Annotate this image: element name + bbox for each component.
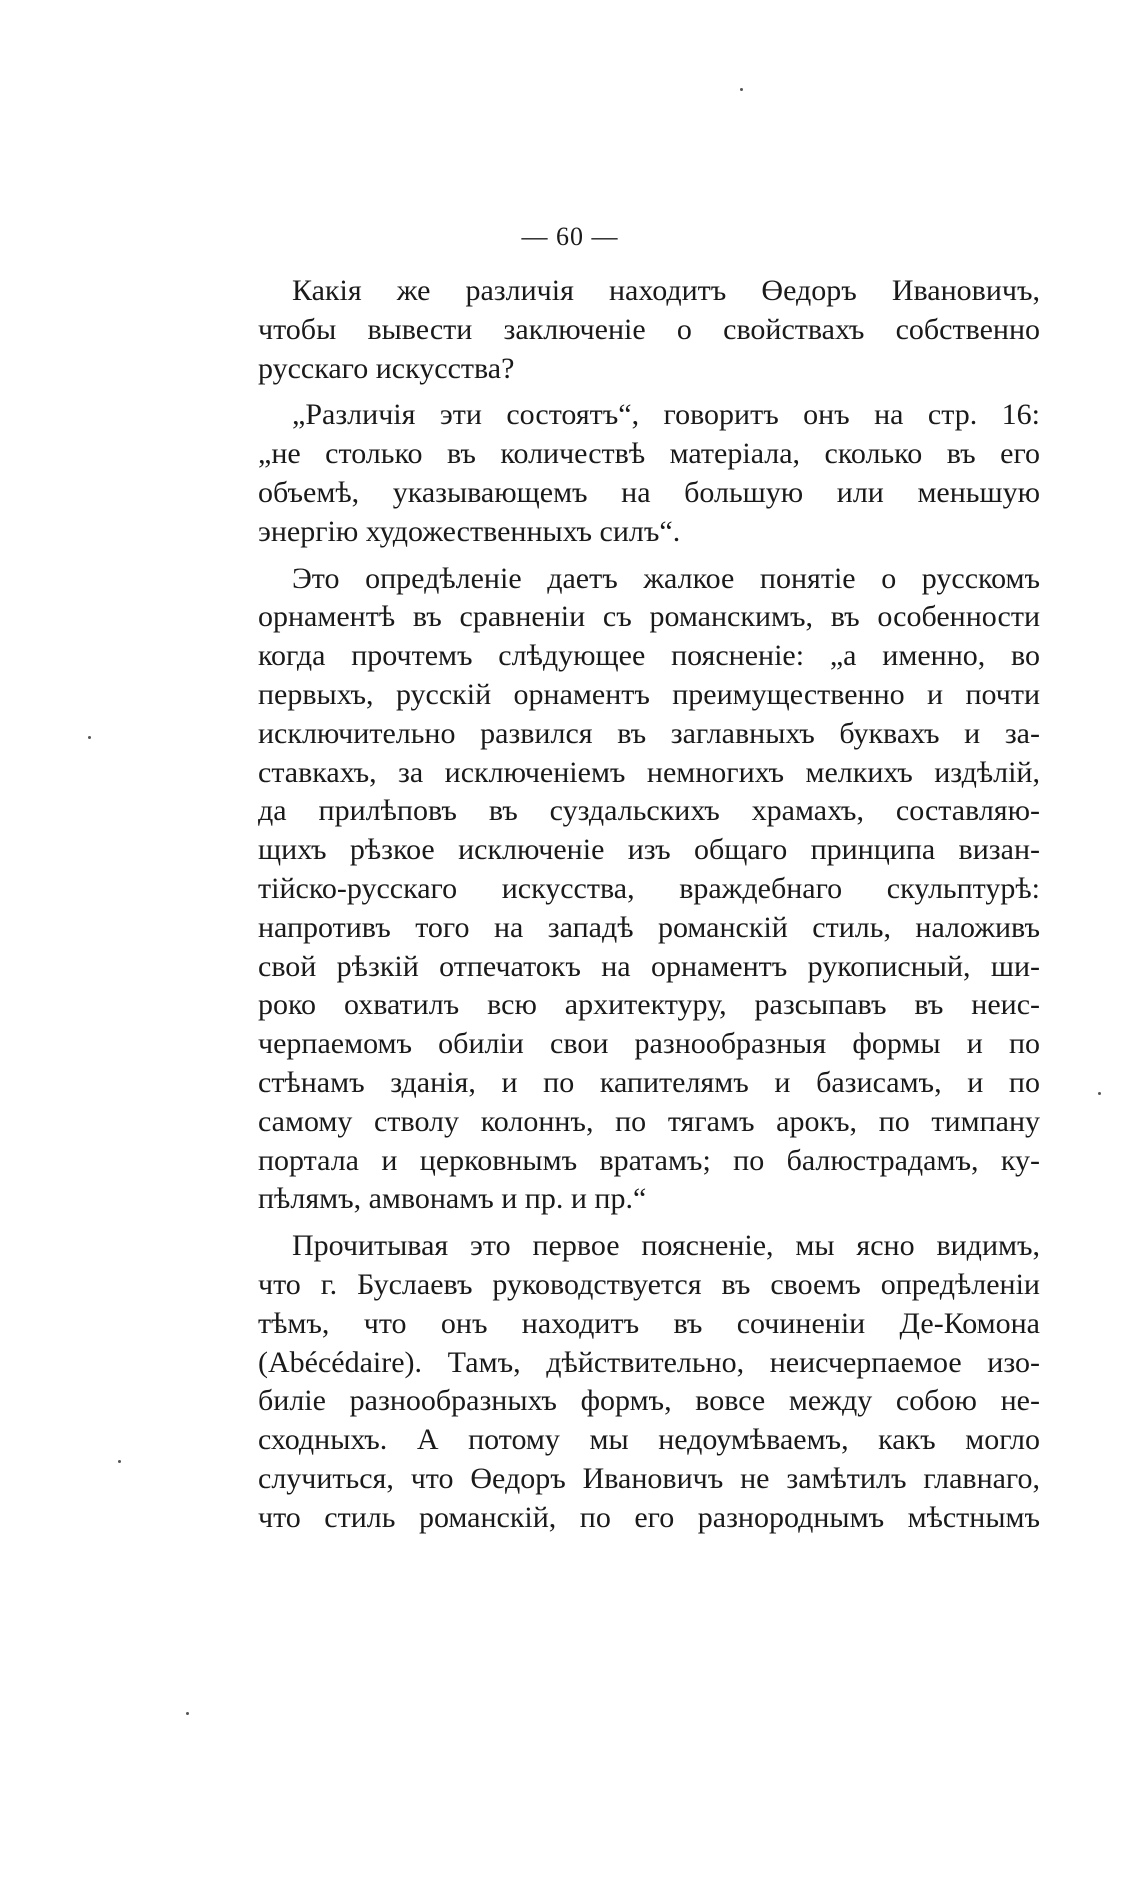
text-line: щихъ рѣзкое исключеніе изъ общаго принципа визан-	[258, 833, 1040, 867]
text-line: биліе разнообразныхъ формъ, вовсе между собою не-	[258, 1384, 1040, 1418]
paragraph	[258, 396, 1040, 551]
scan-speck	[88, 736, 91, 739]
text-line: да прилѣповъ въ суздальскихъ храмахъ, составляю-	[258, 794, 1040, 828]
text-line: ставкахъ, за исключеніемъ немногихъ мелкихъ издѣлій,	[258, 755, 1040, 789]
paragraph	[258, 560, 1040, 1220]
text-line: черпаемомъ обиліи свои разнообразныя формы и по	[258, 1027, 1040, 1061]
text-line: пѣлямъ, амвонамъ и пр. и пр.“	[258, 1182, 647, 1216]
text-line: объемѣ, указывающемъ на большую или меньшую	[258, 475, 1040, 509]
text-line: русскаго искусства?	[258, 351, 515, 385]
text-line: сходныхъ. А потому мы недоумѣваемъ, какъ могло	[258, 1423, 1040, 1457]
text-line: (Abécédaire). Тамъ, дѣйствительно, неисчерпаемое изо-	[258, 1345, 1040, 1379]
text-line: портала и церковнымъ вратамъ; по балюстрадамъ, ку-	[258, 1143, 1040, 1177]
text-line: что г. Буслаевъ руководствуется въ своемъ опредѣленіи	[258, 1267, 1040, 1301]
paragraph	[258, 272, 1040, 388]
scan-speck	[1098, 1092, 1101, 1095]
text-line: свой рѣзкій отпечатокъ на орнаментъ рукописный, ши-	[258, 949, 1040, 983]
text-line: напротивъ того на западѣ романскій стиль, наложивъ	[258, 910, 1040, 944]
text-line: чтобы вывести заключеніе о свойствахъ собственно	[258, 312, 1040, 346]
body-text	[258, 272, 1040, 1538]
text-line: когда прочтемъ слѣдующее поясненіе: „а именно, во	[258, 639, 1040, 673]
paragraph	[258, 1227, 1040, 1537]
text-line: Какія же различія находитъ Өедоръ Ивановичъ,	[292, 274, 1040, 307]
text-line: орнаментѣ въ сравненіи съ романскимъ, въ особенности	[258, 600, 1040, 634]
text-line: что стиль романскій, по его разнороднымъ мѣстнымъ	[258, 1500, 1040, 1534]
text-line: роко охватилъ всю архитектуру, разсыпавъ въ неис-	[258, 988, 1040, 1022]
scan-speck	[740, 88, 743, 91]
text-line: энергію художественныхъ силъ“.	[258, 514, 681, 548]
text-line: исключительно развился въ заглавныхъ буквахъ и за-	[258, 716, 1040, 750]
text-line: тѣмъ, что онъ находитъ въ сочиненіи Де-Комона	[258, 1306, 1040, 1340]
scan-speck	[186, 1712, 189, 1715]
text-line: стѣнамъ зданія, и по капителямъ и базисамъ, и по	[258, 1065, 1040, 1099]
text-line: „не столько въ количествѣ матеріала, сколько въ его	[258, 437, 1040, 471]
text-line: Это опредѣленіе даетъ жалкое понятіе о русскомъ	[292, 561, 1040, 595]
text-line: „Различія эти состоятъ“, говоритъ онъ на стр. 16:	[292, 398, 1040, 432]
text-line: тійско-русскаго искусства, враждебнаго скульптурѣ:	[258, 871, 1040, 905]
text-line: первыхъ, русскій орнаментъ преимущественно и почти	[258, 677, 1040, 711]
scan-speck	[118, 1460, 121, 1463]
page-number: — 60 —	[521, 222, 619, 251]
text-line: случиться, что Өедоръ Ивановичъ не замѣтилъ главнаго,	[258, 1461, 1040, 1495]
text-line: Прочитывая это первое поясненіе, мы ясно видимъ,	[292, 1229, 1040, 1263]
text-line: самому стволу колоннъ, по тягамъ арокъ, по тимпану	[258, 1104, 1040, 1138]
